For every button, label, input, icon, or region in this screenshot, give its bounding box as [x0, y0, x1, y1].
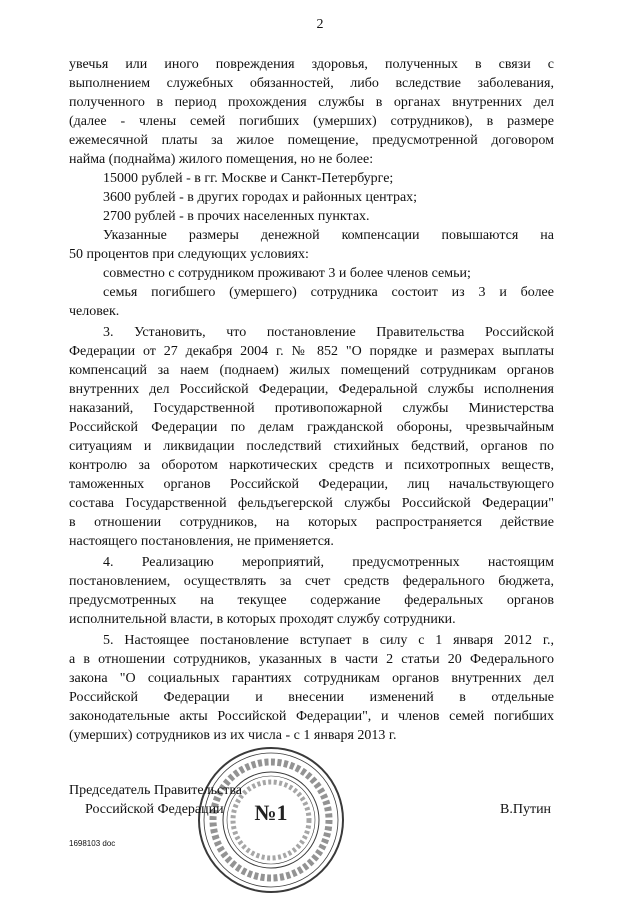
text-line: (далее - члены семей погибших (умерших) сотрудников), в размере: [69, 114, 554, 129]
text-line: постановлением, осуществлять за счет средств федерального бюджета,: [69, 574, 554, 589]
text-line: 3600 рублей - в других городах и районных центрах;: [103, 190, 418, 205]
text-line: 3. Установить, что постановление Правительства Российской: [103, 325, 554, 340]
text-line: совместно с сотрудником проживают 3 и более членов семьи;: [103, 266, 471, 281]
text-line: наказаний, Государственной противопожарной службы Министерства: [69, 401, 554, 416]
text-line: компенсаций за наем (поднаем) жилых помещений сотрудникам органов: [69, 363, 554, 378]
text-line: Указанные размеры денежной компенсации повышаются на: [103, 228, 554, 243]
stamp-number: №1: [254, 800, 288, 825]
text-line: увечья или иного повреждения здоровья, полученных в связи с: [69, 57, 554, 72]
text-line: Российской Федерации по делам гражданской обороны, чрезвычайным: [69, 420, 554, 435]
text-line: Российской Федерации и внесении изменений в отдельные: [69, 690, 554, 705]
official-stamp: [196, 745, 346, 895]
text-line: Федерации от 27 декабря 2004 г. № 852 "О порядке и размерах выплаты: [69, 344, 554, 359]
text-line: в отношении сотрудников, на которых распространяется действие: [69, 515, 554, 530]
text-line: предусмотренных на текущее содержание федеральных органов: [69, 593, 554, 608]
text-line: (умерших) сотрудников из их числа - с 1 января 2013 г.: [69, 728, 397, 743]
text-line: ситуациям и ликвидации последствий стихийных бедствий, органов по: [69, 439, 554, 454]
signatory-title-line2: Российской Федерации: [85, 802, 224, 817]
text-line: 50 процентов при следующих условиях:: [69, 247, 309, 262]
text-line: 2700 рублей - в прочих населенных пунктах.: [103, 209, 370, 224]
text-line: 15000 рублей - в гг. Москве и Санкт-Петербурге;: [103, 171, 394, 186]
text-line: найма (поднайма) жилого помещения, но не более:: [69, 152, 374, 167]
text-line: выполнением служебных обязанностей, либо вследствие заболевания,: [69, 76, 554, 91]
text-line: состава Государственной фельдъегерской службы Российской Федерации": [69, 496, 554, 511]
text-line: контролю за оборотом наркотических средств и психотропных веществ,: [69, 458, 554, 473]
text-line: а в отношении сотрудников, указанных в части 2 статьи 20 Федерального: [69, 652, 554, 667]
signatory-name: В.Путин: [500, 802, 552, 817]
text-line: законодательные акты Российской Федерации", и членов семей погибших: [69, 709, 554, 724]
text-line: таможенных органов Российской Федерации, лиц начальствующего: [69, 477, 554, 492]
text-line: ежемесячной платы за жилое помещение, предусмотренной договором: [69, 133, 554, 148]
text-line: человек.: [69, 304, 120, 319]
text-line: полученного в период прохождения службы в органах внутренних дел: [69, 95, 554, 110]
text-line: настоящего постановления, не применяется.: [69, 534, 334, 549]
text-line: семья погибшего (умершего) сотрудника состоит из 3 и более: [103, 285, 554, 300]
document-id: 1698103 doc: [69, 839, 116, 848]
page-number: 2: [316, 17, 324, 32]
text-line: внутренних дел Российской Федерации, Федеральной службы исполнения: [69, 382, 554, 397]
text-line: исполнительной власти, в которых проходят службу сотрудники.: [69, 612, 456, 627]
signatory-title-line1: Председатель Правительства: [69, 783, 242, 798]
text-line: 5. Настоящее постановление вступает в силу с 1 января 2012 г.,: [103, 633, 554, 648]
text-line: 4. Реализацию мероприятий, предусмотренных настоящим: [103, 555, 554, 570]
text-line: закона "О социальных гарантиях сотрудникам органов внутренних дел: [69, 671, 554, 686]
